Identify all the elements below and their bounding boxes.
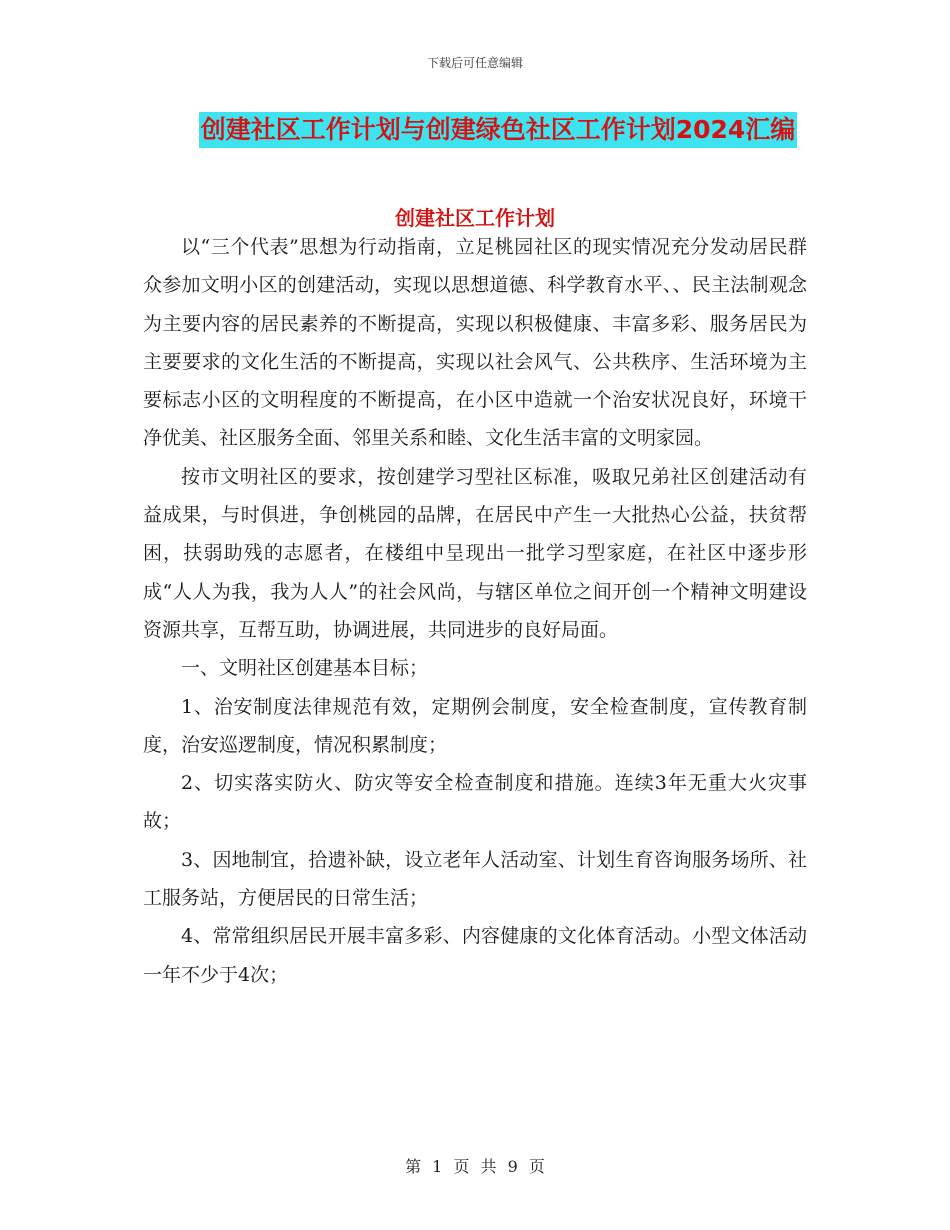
header-note: 下载后可任意编辑 [426,56,523,70]
document-title-container [0,112,950,148]
page-number: 第 1 页 共 9 页 [405,1157,545,1176]
document-body [143,228,807,994]
document-title: 创建社区工作计划与创建绿色社区工作计划2024汇编 [199,112,798,148]
section-title: 创建社区工作计划 [395,206,555,230]
paragraph: 4、常常组织居民开展丰富多彩、内容健康的文化体育活动。小型文体活动一年不少于4次； [143,925,807,986]
paragraph: 以“三个代表”思想为行动指南，立足桃园社区的现实情况充分发动居民群众参加文明小区的创建活动，实现以思想道德、科学教育水平、、民主法制观念为主要内容的居民素养的不断提高，实现以积极健康、丰富多彩、服务居民为主要要求的文化生活的不断提高，实现以社会风气、公共秩序、生活环境为主要标志小区的文明程度的不断提高，在小区中造就一个治安状况良好，环境干净优美、社区服务全面、邻里关系和睦、文化生活丰富的文明家园。 [143,236,807,450]
paragraph: 按市文明社区的要求，按创建学习型社区标准，吸取兄弟社区创建活动有益成果，与时俱进，争创桃园的品牌，在居民中产生一大批热心公益，扶贫帮困，扶弱助残的志愿者，在楼组中呈现出一批学习型家庭，在社区中逐步形成“人人为我，我为人人”的社会风尚，与辖区单位之间开创一个精神文明建设资源共享，互帮互助，协调进展，共同进步的良好局面。 [143,465,807,641]
paragraph: 1、治安制度法律规范有效，定期例会制度，安全检查制度，宣传教育制度，治安巡逻制度，情况积累制度； [143,695,807,756]
paragraph: 一、文明社区创建基本目标； [181,657,429,680]
paragraph: 3、因地制宜，拾遗补缺，设立老年人活动室、计划生育咨询服务场所、社工服务站，方便居民的日常生活； [143,848,807,910]
paragraph: 2、切实落实防火、防灾等安全检查制度和措施。连续3年无重大火灾事故； [143,772,807,833]
